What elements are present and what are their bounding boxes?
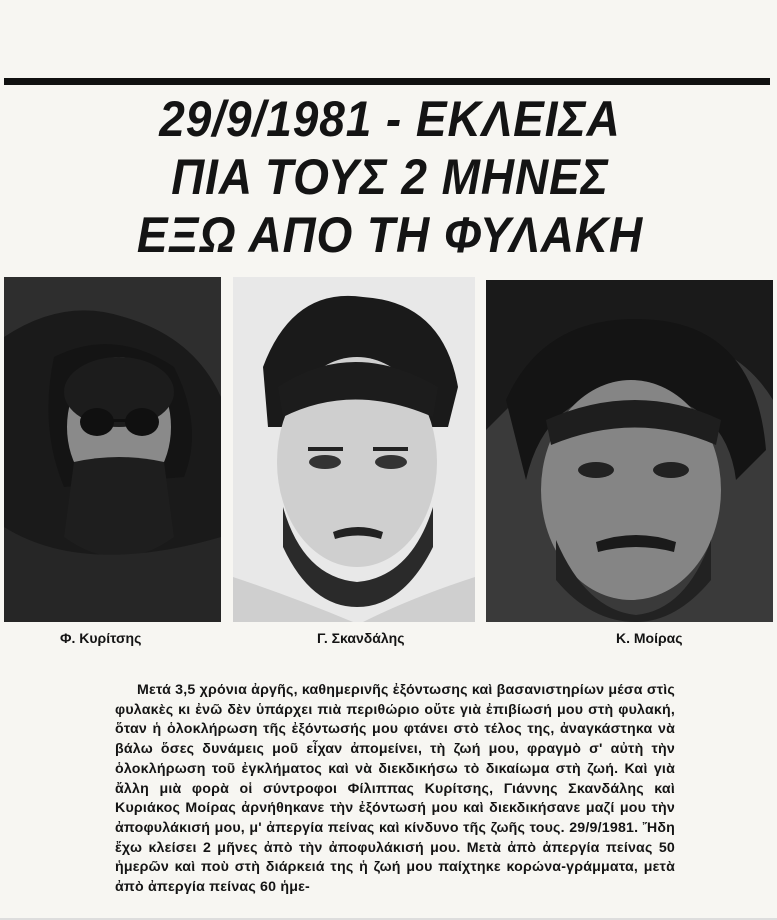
portrait-photo-kyritsis bbox=[4, 277, 221, 622]
article-body: Μετά 3,5 χρόνια ἀργῆς, καθημερινῆς ἐξόντωσης καὶ βασανιστηρίων μέσα στὶς φυλακὲς κι ἐνῶ δὲν ὑπάρχει πιὰ περιθώριο οὔτε γιὰ ἐπιβίωσή μου στὴ φυλακή, ὅταν ἡ ὁλοκλήρωση τῆς ἐξόντωσής μου φτάνει στὸ τέλος της, ἀναγκάστηκα νὰ βάλω ὅσες δυνάμεις μοῦ εἶχαν ἀπομείνει, τὴ ζωή μου, φραγμὸ σ' αὐτὴ τὴν ὁλοκλήρωση τοῦ ἐγκλήματος καὶ νὰ διεκδικήσω τὸ δικαίωμα στὴ ζωή. Καὶ γιὰ ἄλλη μιὰ φορὰ οἱ σύντροφοι Φίλιππας Κυρίτσης, Γιάννης Σκανδάλης καὶ Κυριάκος Μοίρας ἀρνήθηκανε τὴν ἐξόντωσή μου καὶ διεκδικήσανε μαζί μου τὴν ἀποφυλάκισή μου, μ' ἀπεργία πείνας καὶ κίνδυνο τῆς ζωῆς τους. 29/9/1981. Ἤδη ἔχω κλείσει 2 μῆνες ἀπὸ τὴν ἀποφυλάκισή μου. Μετὰ ἀπὸ ἀπεργία πείνας 50 ἡμερῶν καὶ ποὺ στὴ διάρκειά της ἡ ζωή μου παίχτηκε κορώνα-γράμματα, μετὰ ἀπὸ ἀπεργία πείνας 60 ἡμε- bbox=[115, 682, 675, 896]
caption-kyritsis: Φ. Κυρίτσης bbox=[60, 630, 142, 646]
headline-line-2: ΠΙΑ ΤΟΥΣ 2 ΜΗΝΕΣ bbox=[171, 149, 609, 205]
top-rule bbox=[4, 78, 770, 85]
headline-line-3: ΕΞΩ ΑΠΟ ΤΗ ΦΥΛΑΚΗ bbox=[136, 207, 644, 263]
portrait-photo-skandalis bbox=[233, 277, 475, 622]
caption-skandalis: Γ. Σκανδάλης bbox=[317, 630, 405, 646]
headline-line-1: 29/9/1981 - ΕΚΛΕΙΣΑ bbox=[159, 91, 621, 147]
headline bbox=[86, 90, 693, 264]
portrait-photo-moiras bbox=[486, 280, 773, 622]
caption-moiras: Κ. Μοίρας bbox=[616, 630, 683, 646]
